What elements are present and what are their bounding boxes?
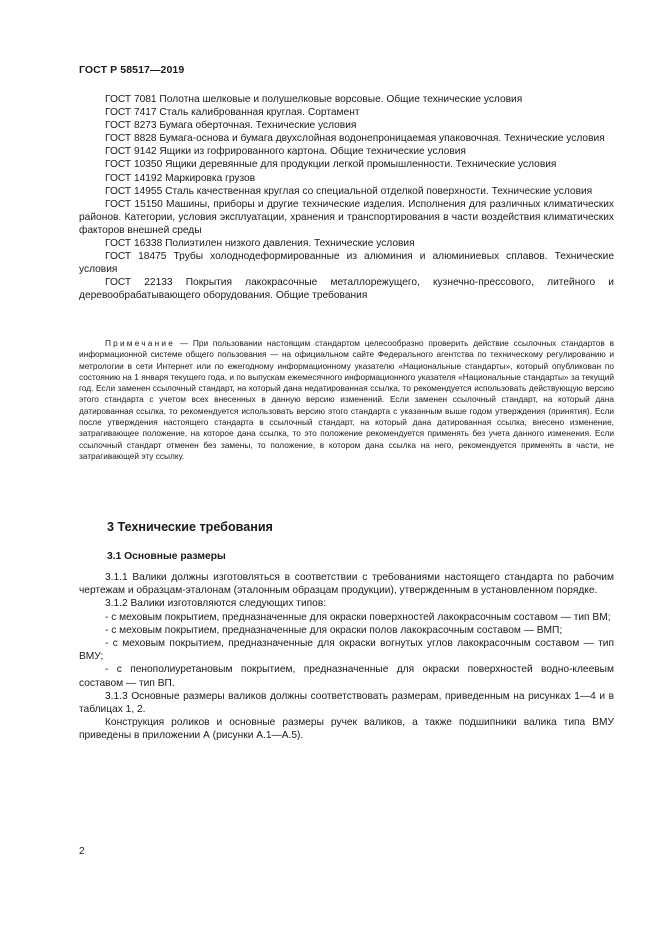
reference-item: ГОСТ 9142 Ящики из гофрированного картона. Общие технические условия — [105, 146, 466, 158]
reference-item: ГОСТ 10350 Ящики деревянные для продукции легкой промышленности. Технические условия — [105, 159, 557, 171]
body-paragraph: 3.1.2 Валики изготовляются следующих типов: — [105, 598, 327, 610]
body-paragraph: 3.1.3 Основные размеры валиков должны соответствовать размерам, приведенным на рисунках 1—4 и в таблицах 1, 2. — [79, 690, 614, 716]
note-block — [79, 338, 614, 462]
list-item: - с меховым покрытием, предназначенные для окраски вогнутых углов лакокрасочным составом — тип ВМУ; — [79, 638, 614, 663]
page-number: 2 — [79, 846, 85, 857]
note-paragraph — [79, 338, 614, 462]
note-label: Примечание — [105, 338, 176, 348]
reference-item: ГОСТ 14955 Сталь качественная круглая со специальной отделкой поверхности. Технические условия — [105, 185, 593, 197]
subsection-title: 3.1 Основные размеры — [107, 551, 226, 562]
reference-item: ГОСТ 8828 Бумага-основа и бумага двухслойная водонепроницаемая упаковочная. Технические условия — [105, 133, 605, 145]
body-paragraph: Конструкция роликов и основные размеры ручек валиков, а также подшипники валика типа ВМУ приведены в приложении А (рисунки А.1—А.5). — [79, 717, 614, 742]
reference-item: ГОСТ 16338 Полиэтилен низкого давления. Технические условия — [105, 238, 415, 250]
reference-item: ГОСТ 7081 Полотна шелковые и полушелковые ворсовые. Общие технические условия — [105, 94, 523, 105]
note-text: — При пользовании настоящим стандартом целесообразно проверить действие ссылочных стандартов в информационной системе общего пользования — на официальном сайте Федерального агентства по техническому регулированию и метрологии в сети Интернет или по ежегодному информационному указателю «Национальные стандарты», который опубликован по состоянию на 1 января текущего года, и по выпускам ежемесячного информационного указателя «Национальные стандарты» за текущий год. Если заменен ссылочный стандарт, на который дана недатированная ссылка, то рекомендуется использовать действующую версию этого стандарта с учетом всех внесенных в данную версию изменений. Если заменен ссылочный стандарт, на который дана датированная ссылка, то рекомендуется использовать версию этого стандарта с указанным выше годом утверждения (принятия). Если после утверждения настоящего стандарта в ссылочный стандарт, на который дана датированная ссылка, внесено изменение, затрагивающее положение, на которое дана ссылка, то это положение рекомендуется применять без учета данного изменения. Если ссылочный стандарт отменен без замены, то положение, в котором дана ссылка на него, рекомендуется применять в части, не затрагивающей эту ссылку. — [79, 338, 614, 461]
reference-item: ГОСТ 7417 Сталь калиброванная круглая. Сортамент — [105, 107, 360, 119]
section-body — [79, 571, 614, 743]
references-list — [79, 93, 614, 303]
document-header: ГОСТ Р 58517—2019 — [79, 64, 185, 76]
section-title: 3 Технические требования — [107, 520, 273, 534]
reference-item: ГОСТ 14192 Маркировка грузов — [105, 172, 256, 184]
reference-item: ГОСТ 15150 Машины, приборы и другие технические изделия. Исполнения для различных климатических районов. Категории, условия эксплуатации, хранения и транспортирования в части воздействия климатических факторов внешней среды — [79, 198, 614, 236]
list-item: - с меховым покрытием, предназначенные для окраски поверхностей лакокрасочным составом — тип ВМ; — [105, 611, 611, 623]
reference-item: ГОСТ 18475 Трубы холоднодеформированные из алюминия и алюминиевых сплавов. Технические условия — [79, 251, 614, 276]
body-paragraph: 3.1.1 Валики должны изготовляться в соответствии с требованиями настоящего стандарта по рабочим чертежам и образцам-эталонам (эталонным образцам продукции), утвержденным в установленном порядке. — [79, 572, 614, 597]
reference-item: ГОСТ 22133 Покрытия лакокрасочные металлорежущего, кузнечно-прессового, литейного и деревообрабатывающего оборудования. Общие требования — [79, 277, 614, 302]
reference-item: ГОСТ 8273 Бумага оберточная. Технические условия — [105, 120, 357, 132]
list-item: - с пенополиуретановым покрытием, предназначенные для окраски поверхностей водно-клеевым составом — тип ВП. — [79, 664, 614, 689]
list-item: - с меховым покрытием, предназначенные для окраски полов лакокрасочным составом — ВМП; — [105, 624, 563, 636]
